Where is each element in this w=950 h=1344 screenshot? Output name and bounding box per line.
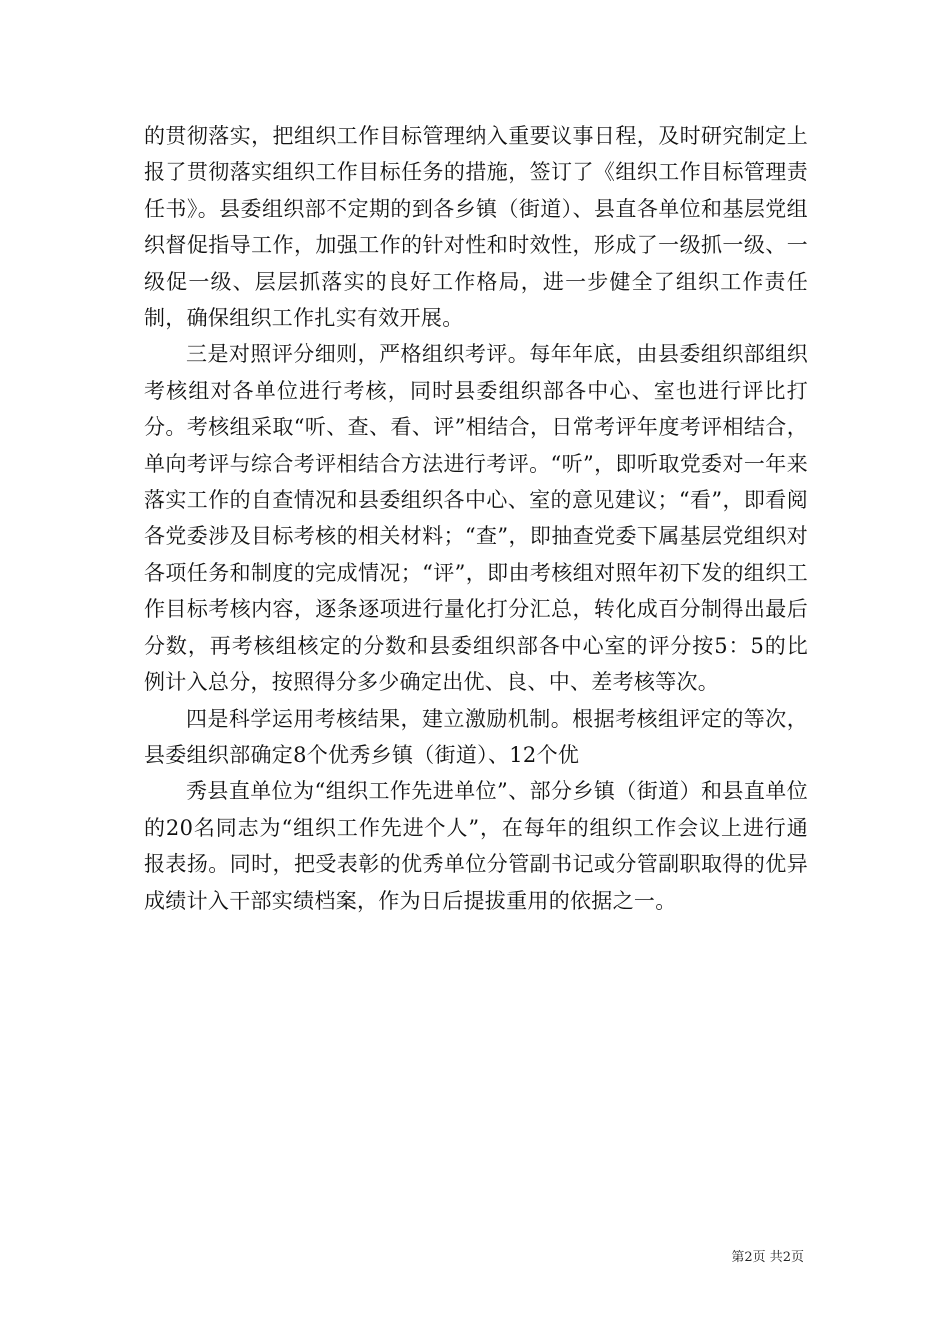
paragraph-commendation: 秀县直单位为“组织工作先进单位”、部分乡镇（街道）和县直单位的20名同志为“组织工作先进个人”，在每年的组织工作会议上进行通报表扬。同时，把受表彰的优秀单位分管副书记或分管副职取得的优异成绩计入干部实绩档案，作为日后提拔重用的依据之一。 <box>144 779 808 913</box>
paragraph-incentive: 四是科学运用考核结果，建立激励机制。根据考核组评定的等次，县委组织部确定8个优秀乡镇（街道）、12个优 <box>144 706 808 767</box>
page-number-footer: 第2页 共2页 <box>731 1250 804 1265</box>
paragraph-evaluation: 三是对照评分细则，严格组织考评。每年年底，由县委组织部组织考核组对各单位进行考核，同时县委组织部各中心、室也进行评比打分。考核组采取“听、查、看、评”相结合，日常考评年度考评相结合，单向考评与综合考评相结合方法进行考评。“听”，即听取党委对一年来落实工作的自查情况和县委组织各中心、室的意见建议；“看”，即看阅各党委涉及目标考核的相关材料；“查”，即抽查党委下属基层党组织对各项任务和制度的完成情况；“评”，即由考核组对照年初下发的组织工作目标考核内容，逐条逐项进行量化打分汇总，转化成百分制得出最后分数，再考核组核定的分数和县委组织部各中心室的评分按5：5的比例计入总分，按照得分多少确定出优、良、中、差考核等次。 <box>144 342 808 695</box>
document-body <box>144 118 808 919</box>
paragraph-continuation: 的贯彻落实，把组织工作目标管理纳入重要议事日程，及时研究制定上报了贯彻落实组织工作目标任务的措施，签订了《组织工作目标管理责任书》。县委组织部不定期的到各乡镇（街道）、县直各单位和基层党组织督促指导工作，加强工作的针对性和时效性，形成了一级抓一级、一级促一级、层层抓落实的良好工作格局，进一步健全了组织工作责任制，确保组织工作扎实有效开展。 <box>144 124 808 331</box>
